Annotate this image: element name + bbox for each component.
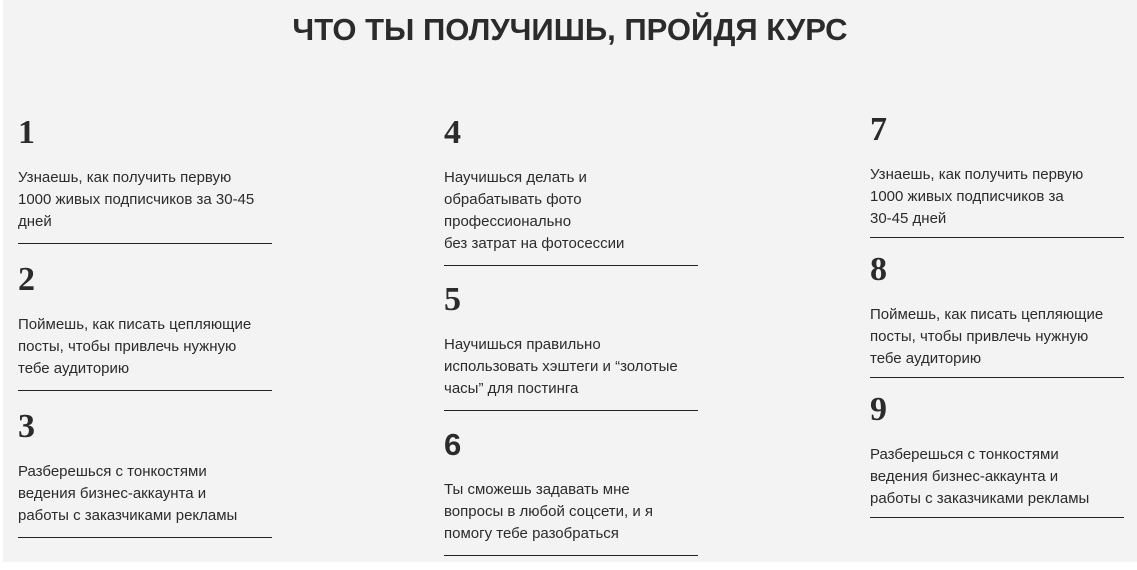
benefit-number: 5 [444,281,461,318]
benefit-text: Разберешься с тонкостями ведения бизнес-аккаунта и работы с заказчиками рекламы [18,463,238,524]
benefit-item [444,425,698,556]
benefit-number: 1 [18,114,35,151]
benefit-item [18,407,272,538]
benefit-item [870,250,1124,378]
benefit-item [870,390,1124,518]
benefit-text: Разберешься с тонкостями ведения бизнес-аккаунта и работы с заказчиками рекламы [870,446,1090,507]
benefit-text: Узнаешь, как получить первую 1000 живых подписчиков за 30-45 дней [870,166,1084,227]
benefit-text: Узнаешь, как получить первую 1000 живых подписчиков за 30-45 дней [18,169,255,230]
benefit-text: Поймешь, как писать цепляющие посты, чтобы привлечь нужную тебе аудиторию [18,316,252,377]
benefit-number: 2 [18,261,35,298]
benefits-column-2 [444,113,698,570]
benefit-number: 8 [870,251,887,288]
benefit-item [18,113,272,244]
benefit-number: 9 [870,391,887,428]
benefits-column-3 [870,110,1124,530]
benefit-number: 6 [444,427,462,462]
benefit-text: Ты сможешь задавать мне вопросы в любой соцсети, и я помогу тебе разобраться [444,481,654,542]
benefit-number: 4 [444,114,461,151]
benefit-item [18,260,272,391]
benefit-text: Научишься правильно использовать хэштеги и “золотые часы” для постинга [444,336,678,397]
benefit-item [444,113,698,266]
benefit-item [870,110,1124,238]
section-title: ЧТО ТЫ ПОЛУЧИШЬ, ПРОЙДЯ КУРС [292,12,848,47]
course-benefits-section [3,0,1137,562]
benefit-text: Поймешь, как писать цепляющие посты, чтобы привлечь нужную тебе аудиторию [870,306,1104,367]
benefits-column-1 [18,113,272,554]
benefit-number: 3 [18,408,35,445]
benefit-text: Научишься делать и обрабатывать фото профессионально без затрат на фотосессии [444,169,625,252]
benefit-item [444,280,698,411]
benefit-number: 7 [870,111,887,148]
